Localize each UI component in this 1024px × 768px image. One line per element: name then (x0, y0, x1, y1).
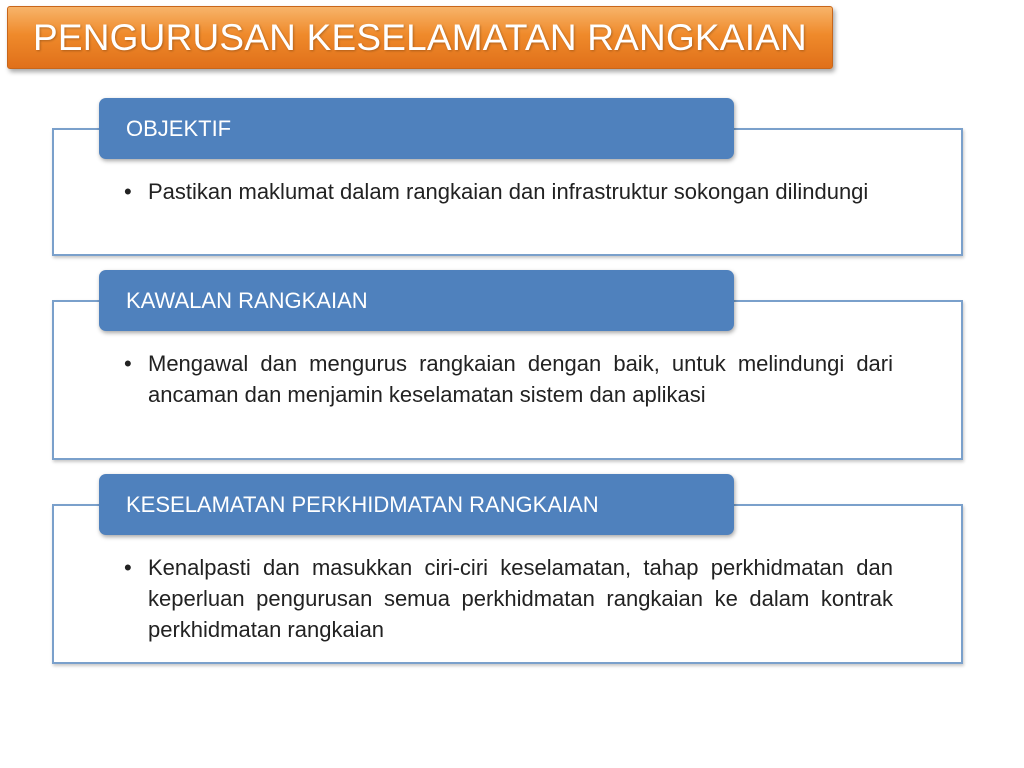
bullet-text: Pastikan maklumat dalam rangkaian dan infrastruktur sokongan dilindungi (148, 179, 869, 204)
bullet-dot: • (124, 555, 132, 580)
section-body-objektif (118, 176, 893, 207)
bullet-text: Mengawal dan mengurus rangkaian dengan baik, untuk melindungi dari ancaman dan menjamin keselamatan sistem dan aplikasi (148, 351, 893, 407)
section-body-kawalan-rangkaian (118, 348, 893, 410)
bullet-dot: • (124, 179, 132, 204)
section-header-keselamatan-perkhidmatan: KESELAMATAN PERKHIDMATAN RANGKAIAN (99, 474, 734, 535)
title-banner (7, 6, 833, 69)
page-title: PENGURUSAN KESELAMATAN RANGKAIAN (33, 16, 807, 58)
section-header-objektif: OBJEKTIF (99, 98, 734, 159)
bullet-dot: • (124, 351, 132, 376)
section-header-kawalan-rangkaian: KAWALAN RANGKAIAN (99, 270, 734, 331)
section-body-keselamatan-perkhidmatan (118, 552, 893, 645)
bullet-text: Kenalpasti dan masukkan ciri-ciri keselamatan, tahap perkhidmatan dan keperluan pengurusan semua perkhidmatan rangkaian ke dalam kontrak perkhidmatan rangkaian (148, 555, 893, 642)
